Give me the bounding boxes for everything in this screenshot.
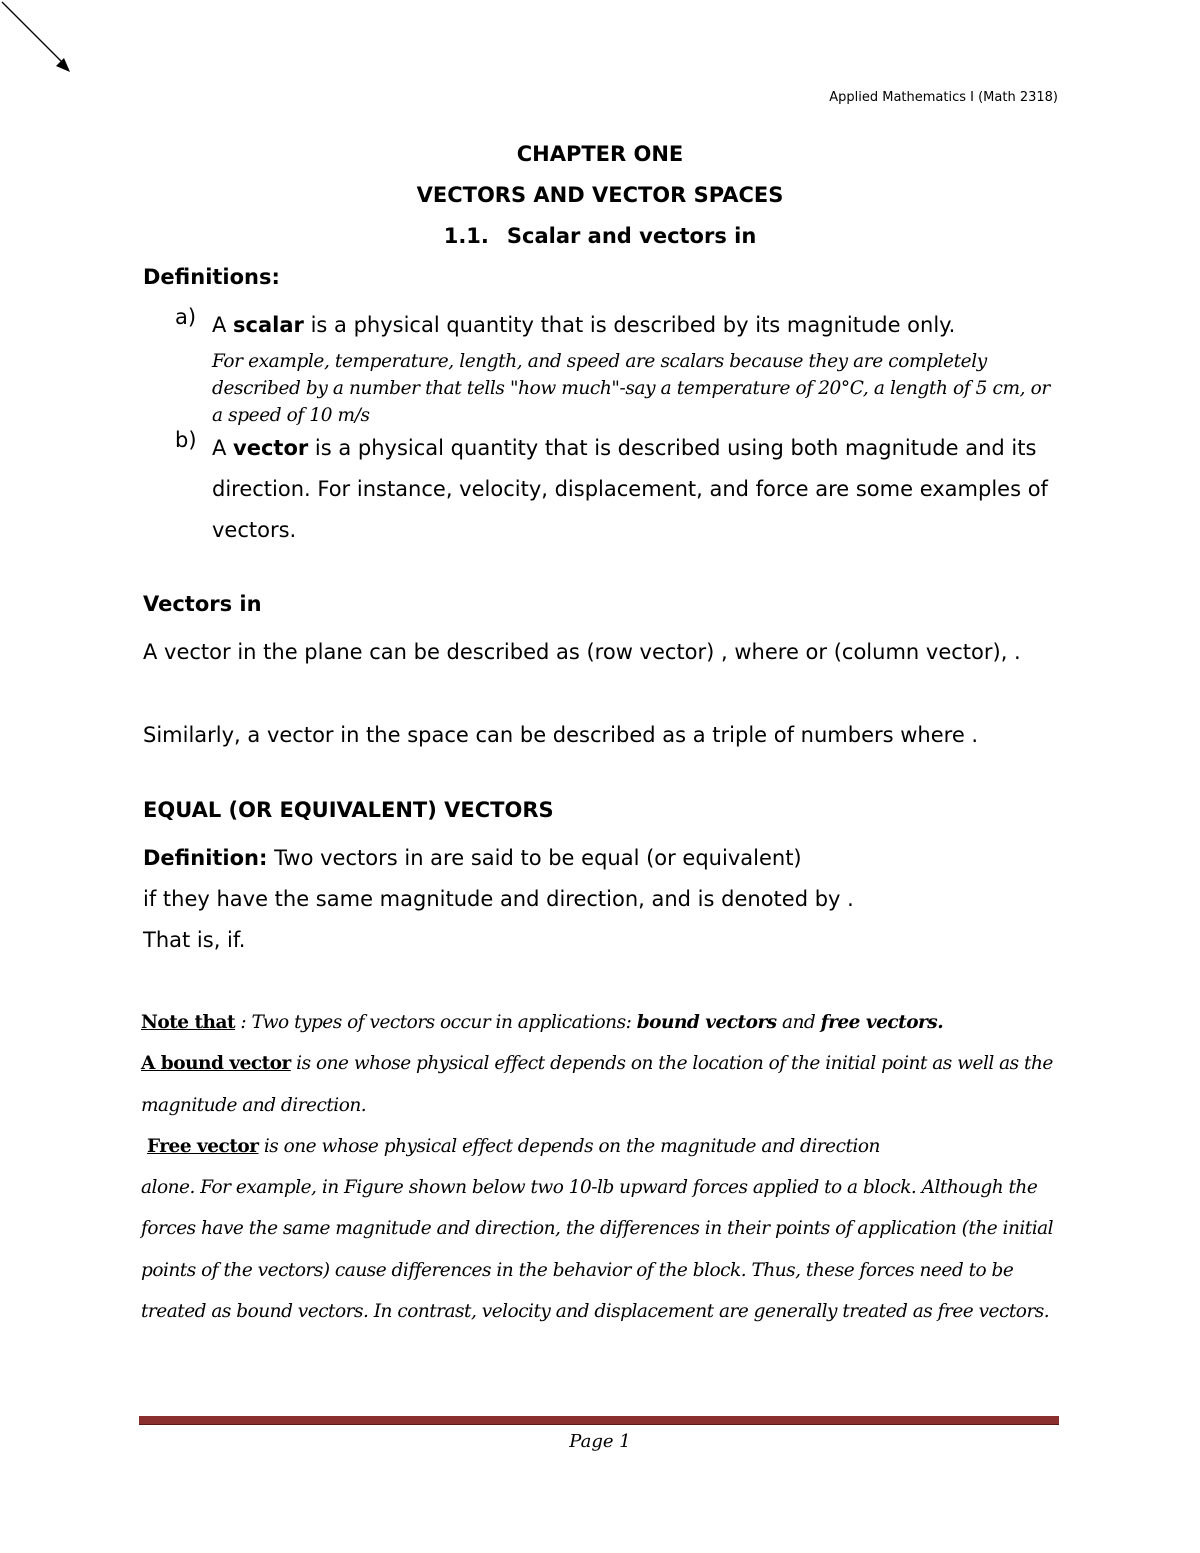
def-line-1: Two vectors in are said to be equal (or equivalent)	[267, 846, 802, 870]
note-intro: : Two types of vectors occur in applications:	[235, 1012, 637, 1033]
note-and: and	[776, 1012, 821, 1033]
def-line-2: if they have the same magnitude and direction, and is denoted by .	[143, 887, 854, 911]
term-vector: vector	[233, 436, 309, 460]
vectors-plane-paragraph: A vector in the plane can be described as (row vector) , where or (column vector), .	[143, 640, 1021, 664]
free-vector-text-2: alone. For example, in Figure shown below two 10-lb upward forces applied to a block. Although the forces have the same magnitude and direction, the differences in their points of application (the initial points of the vectors) cause differences in the behavior of the block. Thus, these forces need to be treated as bound vectors. In contrast, velocity and displacement are generally treated as free vectors.	[141, 1177, 1054, 1323]
bound-vector-label: A bound vector	[141, 1053, 291, 1075]
chapter-title: CHAPTER ONE	[516, 142, 684, 166]
free-vectors-term: free vectors.	[820, 1012, 944, 1033]
vectors-in-heading: Vectors in	[143, 592, 262, 616]
list-marker: a)	[175, 305, 197, 329]
corner-arrow-icon	[0, 0, 80, 80]
definition-scalar	[175, 305, 1059, 346]
running-header: Applied Mathematics I (Math 2318)	[829, 90, 1058, 105]
definition-label: Definition:	[143, 846, 268, 870]
footer-divider	[139, 1416, 1059, 1425]
vectors-space-paragraph: Similarly, a vector in the space can be described as a triple of numbers where .	[143, 723, 979, 747]
definitions-heading: Definitions:	[143, 265, 280, 289]
def-scalar-text: is a physical quantity that is described by its magnitude only.	[303, 313, 956, 337]
section-title-text: Scalar and vectors in	[506, 224, 757, 248]
def-line-3: That is, if.	[143, 928, 246, 952]
equal-vectors-heading: EQUAL (OR EQUIVALENT) VECTORS	[143, 798, 554, 822]
section-title	[0, 224, 1200, 248]
equal-vectors-definition	[143, 838, 1059, 961]
def-scalar-pre: A	[212, 313, 234, 337]
def-vector-pre: A	[212, 436, 234, 460]
free-vector-label: Free vector	[147, 1135, 259, 1157]
subject-title: VECTORS AND VECTOR SPACES	[416, 183, 784, 207]
scalar-example: For example, temperature, length, and speed are scalars because they are completely described by a number that tells "how much"-say a temperature of 20°C, a length of 5 cm, or a speed of 10 m/s	[212, 351, 1050, 426]
list-marker: b)	[175, 428, 197, 452]
free-vector-text-1: is one whose physical effect depends on the magnitude and direction	[258, 1135, 880, 1157]
note-label: Note that	[141, 1012, 236, 1033]
note-section	[141, 1002, 1061, 1332]
def-vector-text: is a physical quantity that is described using both magnitude and its direction. For instance, velocity, displacement, and force are some examples of vectors.	[212, 436, 1048, 542]
bound-vector-text: is one whose physical effect depends on the location of the initial point as well as the magnitude and direction.	[141, 1053, 1053, 1116]
bound-vectors-term: bound vectors	[636, 1012, 777, 1033]
page-number: Page 1	[569, 1431, 631, 1452]
section-number: 1.1.	[443, 224, 489, 248]
definition-vector	[175, 428, 1059, 551]
term-scalar: scalar	[233, 313, 304, 337]
